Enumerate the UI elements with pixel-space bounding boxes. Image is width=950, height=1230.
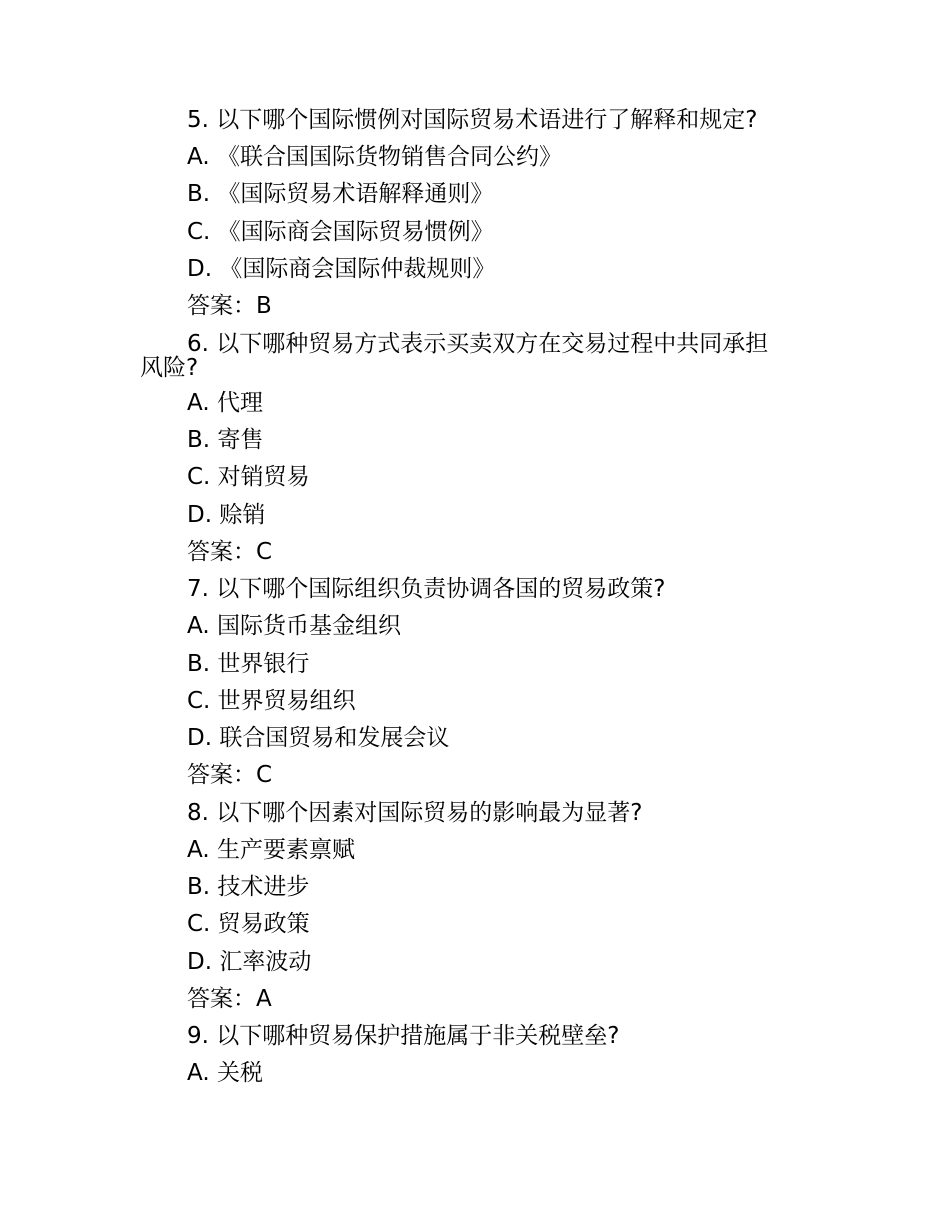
answer: 答案：A [187,986,272,1012]
option-d: D. 联合国贸易和发展会议 [187,725,450,751]
option-c: C. 对销贸易 [187,464,310,490]
option-a: A. 代理 [187,390,263,416]
question-text: 5. 以下哪个国际惯例对国际贸易术语进行了解释和规定? [187,107,758,133]
option-c: C. 《国际商会国际贸易惯例》 [187,219,494,245]
question-text: 9. 以下哪种贸易保护措施属于非关税壁垒? [187,1023,620,1049]
option-d: D. 《国际商会国际仲裁规则》 [187,256,496,282]
option-b: B. 《国际贸易术语解释通则》 [187,181,494,207]
question-text: 6. 以下哪种贸易方式表示买卖双方在交易过程中共同承担 [187,331,769,357]
option-a: A. 关税 [187,1060,263,1086]
option-b: B. 技术进步 [187,874,310,900]
question-text: 8. 以下哪个因素对国际贸易的影响最为显著? [187,800,643,826]
option-d: D. 汇率波动 [187,949,312,975]
answer: 答案：B [187,293,272,319]
question-text: 7. 以下哪个国际组织负责协调各国的贸易政策? [187,576,666,602]
option-b: B. 世界银行 [187,651,310,677]
answer: 答案：C [187,539,273,565]
option-a: A. 生产要素禀赋 [187,837,355,863]
option-d: D. 赊销 [187,502,266,528]
question-text-continued: 风险? [140,355,199,381]
answer: 答案：C [187,762,273,788]
option-a: A. 国际货币基金组织 [187,613,401,639]
option-c: C. 世界贸易组织 [187,688,356,714]
option-a: A. 《联合国国际货物销售合同公约》 [187,144,562,170]
option-c: C. 贸易政策 [187,911,310,937]
option-b: B. 寄售 [187,427,264,453]
